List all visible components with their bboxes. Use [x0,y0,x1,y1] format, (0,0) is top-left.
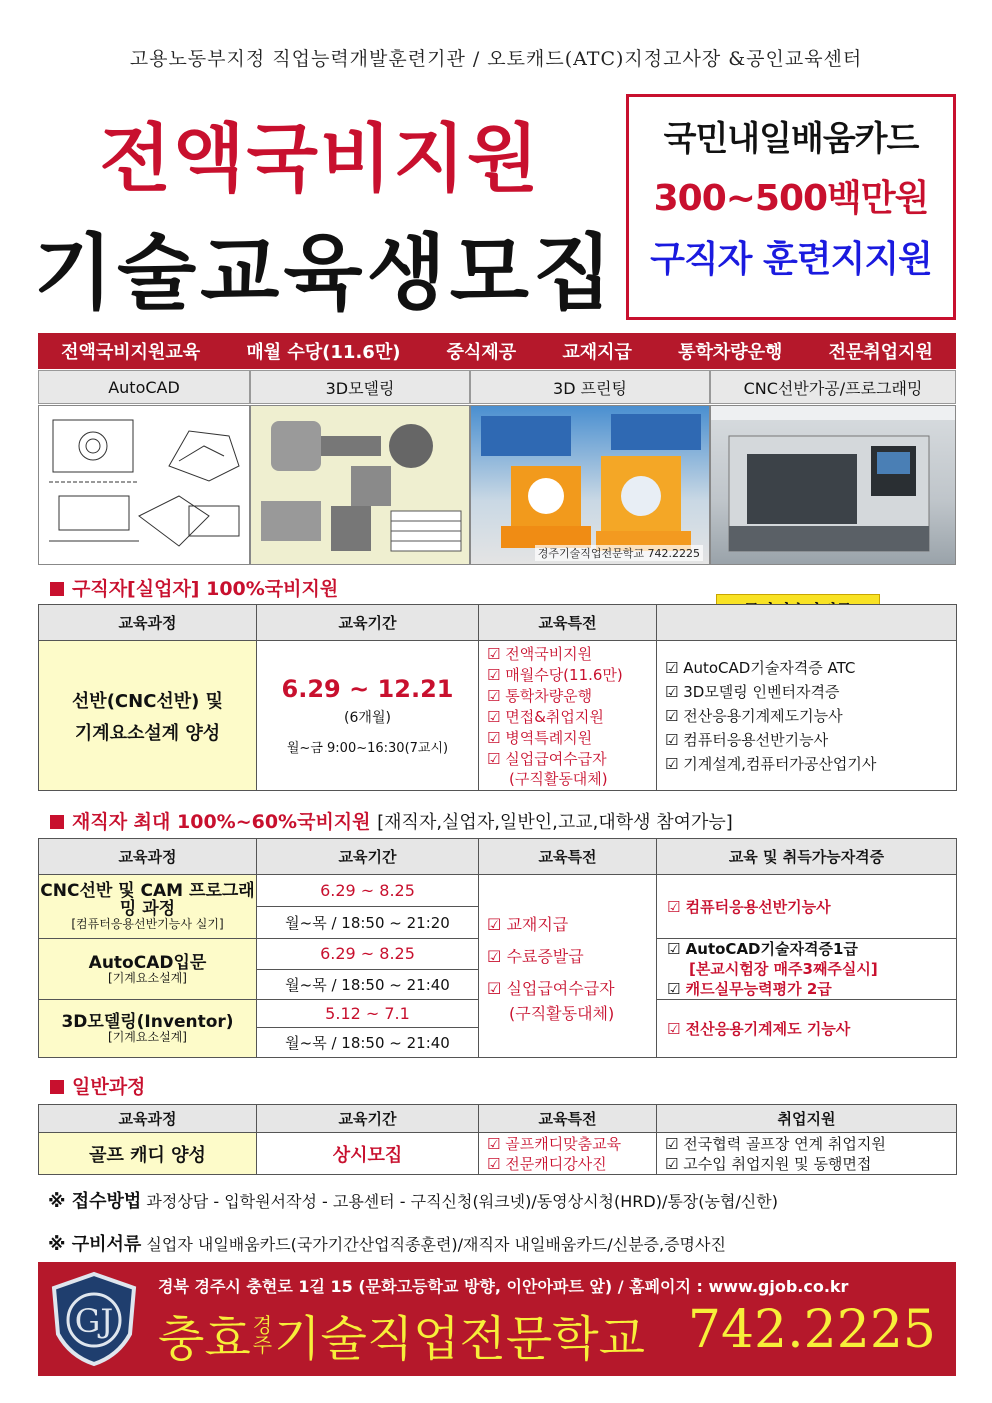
cert: 컴퓨터응용선반기능사 [685,898,831,916]
docs-text: 실업자 내일배움카드(국가기간산업직종훈련)/재직자 내일배움카드/신분증,증명사진 [146,1235,726,1254]
col-period: 교육기간 [257,839,479,875]
cert: ☑ 컴퓨터응용선반기능사 [665,728,956,752]
school-name-post: 기술직업전문학교 [274,1311,646,1367]
support: ☑ 고수입 취업지원 및 동행면접 [665,1154,956,1174]
support-list [657,1134,956,1174]
cert: AutoCAD기술자격증1급 [685,940,858,958]
period-time: 월~금 9:00~16:30(7교시) [286,741,449,756]
course-sub: [기계요소설계] [108,1030,187,1044]
school-name-pre: 충효 [158,1311,251,1367]
cnc-lathe-image [710,405,956,565]
cert: ☑ 기계설계,컴퓨터가공산업기사 [665,752,956,776]
tab-cnc: CNC선반가공/프로그래밍 [710,370,956,404]
3d-printing-image [470,405,710,565]
course-cell: 골프 캐디 양성 [39,1133,257,1175]
course-name: 3D모델링(Inventor) [61,1012,234,1032]
section2-title-text: 재직자 최대 100%~60%국비지원 [72,811,371,833]
course-images [38,405,956,565]
tab-3d-printing: 3D 프린팅 [470,370,710,404]
period-time: 월~목 / 18:50 ~ 21:40 [257,969,479,1000]
period-dates: 6.29 ~ 8.25 [257,875,479,907]
cert: ☑ 전산응용기계제도기능사 [665,704,956,728]
course-sub: [기계요소설계] [108,970,187,985]
col-course: 교육과정 [39,839,257,875]
cert: 전산응용기계제도 기능사 [685,1020,851,1038]
col-course: 교육과정 [39,1105,257,1133]
benefit-item: 중식제공 [446,342,517,363]
benefit: ☑ 실업급여수급자 [487,973,656,1005]
benefit: ☑ 실업급여수급자 [487,749,656,770]
section1-title [50,574,338,601]
period-months: (6개월) [344,710,391,726]
cert-cell: ☑ 전산응용기계제도 기능사 [657,1000,957,1058]
benefit: ☑ 병역특례지원 [487,728,656,749]
benefit: ☑ 매월수당(11.6만) [487,665,656,686]
period-dates: 6.29 ~ 12.21 [281,675,454,703]
autocad-drawing-image [38,405,250,565]
course-line: 기계요소설계 양성 [74,722,221,744]
cert-cell: ☑ AutoCAD기술자격증1급 [본교시험장 매주3째주실시] ☑ 캐드실무능력평가 2급 [657,939,957,1000]
benefit: ☑ 통학차량운행 [487,686,656,707]
course-cell [39,641,257,791]
course-sub: [컴퓨터응용선반기능사 실기] [71,917,224,931]
image-caption: 경주기술직업전문학교 742.2225 [535,545,703,561]
section3-title-text: 일반과정 [72,1076,146,1098]
cert: ☑ AutoCAD기술자격증 ATC [665,656,956,680]
benefit-sub: (구직활동대체) [509,769,608,788]
section2-title [50,807,733,834]
benefit-item: 매월 수당(11.6만) [246,342,401,363]
docs-label: 구비서류 [71,1234,142,1255]
course-cell [39,939,257,1000]
school-gj2: 주 [252,1332,273,1357]
course-cell [39,875,257,939]
course-cell [39,1000,257,1058]
period-dates: 5.12 ~ 7.1 [257,1000,479,1028]
col-benefit: 교육특전 [479,1105,657,1133]
col-certs [657,605,957,641]
cert-note: [본교시험장 매주3째주실시] [689,960,878,978]
apply-label: 접수방법 [71,1191,142,1212]
cert: 캐드실무능력평가 2급 [685,980,832,998]
section2-table [38,838,957,1058]
apply-text: 과정상담 - 입학원서작성 - 고용센터 - 구직신청(워크넷)/동영상시청(HRD)/통장(농협/신한) [146,1192,778,1211]
benefit-list [479,644,656,770]
tab-3d-modeling: 3D모델링 [250,370,470,404]
support-cell [657,1133,957,1175]
benefit-cell [479,875,657,1058]
card-name: 국민내일배움카드 [663,119,919,159]
col-period: 교육기간 [257,605,479,641]
benefit-cell [479,1133,657,1175]
col-course: 교육과정 [39,605,257,641]
benefit-item: 전문취업지원 [828,342,933,363]
footer [38,1262,956,1376]
period-time: 월~목 / 18:50 ~ 21:40 [257,1028,479,1058]
col-certs: 교육 및 취득가능자격증 [657,839,957,875]
course-line: 선반(CNC선반) 및 [71,690,224,712]
institution-line: 고용노동부지정 직업능력개발훈련기관 / 오토캐드(ATC)지정고사장 &공인교육센터 [129,48,863,70]
benefit-list [479,909,656,1005]
course-name: CNC선반 및 CAM 프로그래밍 과정 [40,881,255,919]
period-cell [257,641,479,791]
logo-text: GJ [74,1302,114,1340]
card-amount: 300~500백만원 [653,178,929,219]
col-support: 취업지원 [657,1105,957,1133]
section2-note: [재직자,실업자,일반인,고교,대학생 참여가능] [377,812,733,833]
benefit-item: 전액국비지원교육 [61,342,201,363]
benefit-sub: (구직활동대체) [509,1004,615,1023]
section1-title-text: 구직자[실업자] 100%국비지원 [72,578,339,600]
course-tabs [38,370,956,404]
apply-note: ※ 접수방법 과정상담 - 입학원서작성 - 고용센터 - 구직신청(워크넷)/동영상시청(HRD)/통장(농협/신한) [48,1191,778,1212]
tab-autocad: AutoCAD [38,370,250,404]
certs-cell [657,641,957,791]
section3-table [38,1104,957,1175]
3d-modeling-image [250,405,470,565]
benefit: ☑ 교재지급 [487,909,656,941]
period-cell: 상시모집 [257,1133,479,1175]
period-time: 월~목 / 18:50 ~ 21:20 [257,907,479,939]
benefit: ☑ 전문캐디강사진 [487,1154,656,1174]
col-benefit: 교육특전 [479,605,657,641]
benefit-cell [479,641,657,791]
title-recruitment: 기술교육생모집 [33,226,617,321]
cert: ☑ 3D모델링 인벤터자격증 [665,680,956,704]
benefit: ☑ 수료증발급 [487,941,656,973]
cert-list [657,656,956,776]
benefit-bar [38,333,956,369]
benefit-list [479,1134,656,1174]
school-logo [48,1270,140,1368]
phone-number: 742.2225 [687,1300,936,1360]
col-benefit: 교육특전 [479,839,657,875]
benefit: ☑ 면접&취업지원 [487,707,656,728]
cert-cell: ☑ 컴퓨터응용선반기능사 [657,875,957,939]
docs-note: ※ 구비서류 실업자 내일배움카드(국가기간산업직종훈련)/재직자 내일배움카드/신분증,증명사진 [48,1234,726,1255]
period-dates: 6.29 ~ 8.25 [257,939,479,970]
support: ☑ 전국협력 골프장 연계 취업지원 [665,1134,956,1154]
benefit-item: 교재지급 [562,342,632,363]
address: 경북 경주시 충현로 1길 15 (문화고등학교 방향, 이안아파트 앞) / 홈페이지 : www.gjob.co.kr [158,1277,849,1296]
section1-table [38,604,957,791]
benefit: ☑ 전액국비지원 [487,644,656,665]
school-gj1: 경 [252,1312,273,1337]
learning-card-box [626,94,956,320]
section3-title [50,1072,145,1099]
benefit: ☑ 골프캐디맞춤교육 [487,1134,656,1154]
school-name [158,1300,645,1369]
benefit-item: 통학차량운행 [678,342,783,363]
course-name: AutoCAD입문 [88,952,207,973]
col-period: 교육기간 [257,1105,479,1133]
title-full-support: 전액국비지원 [99,116,541,202]
card-target: 구직자 훈련지지원 [650,239,932,280]
